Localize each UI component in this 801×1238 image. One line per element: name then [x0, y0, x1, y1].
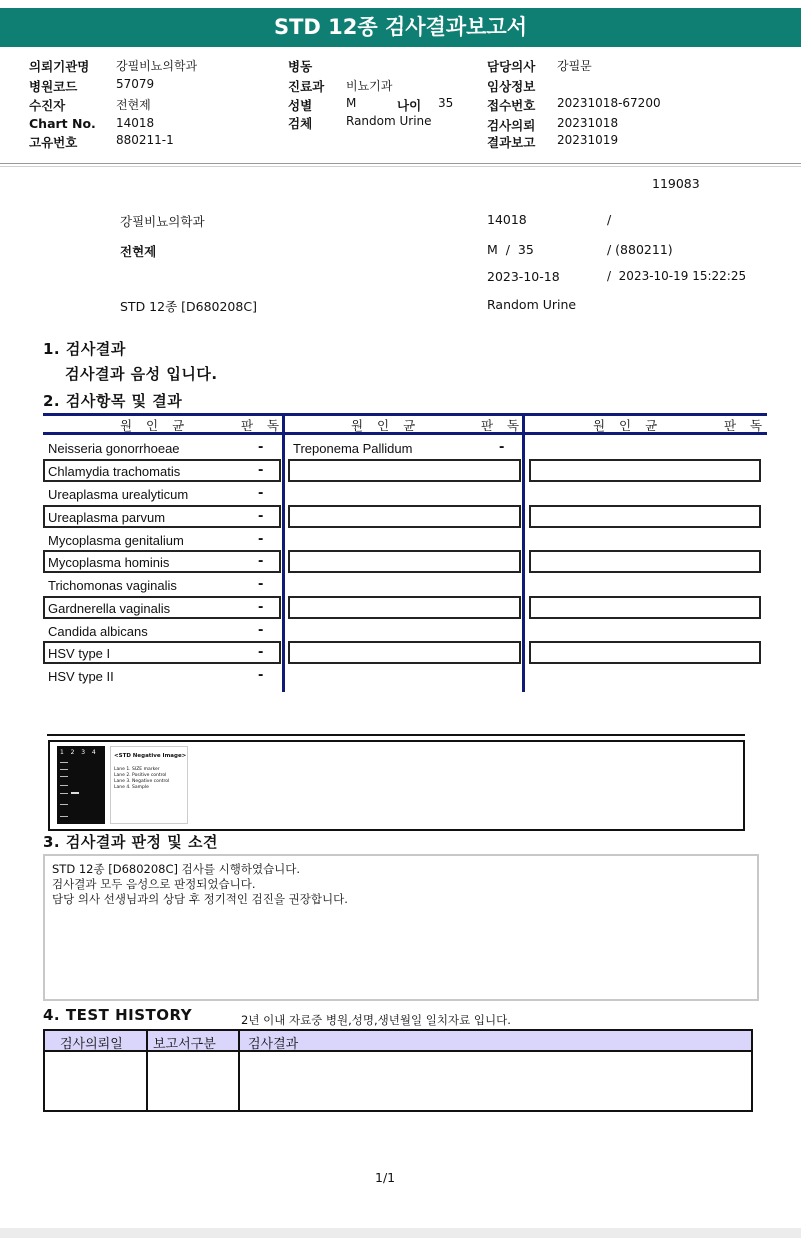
gel-band: [71, 792, 79, 794]
clinical-info-label: 임상정보: [487, 79, 536, 94]
gel-caption: [110, 746, 188, 824]
gel-band: [60, 762, 68, 763]
institution-value: 강필비뇨의학과: [116, 59, 198, 73]
pathogen-name: Neisseria gonorrhoeae: [48, 441, 180, 456]
col2-result-header: 판 독: [481, 418, 525, 433]
hospital-code-label: 병원코드: [29, 79, 78, 94]
specimen-value: Random Urine: [346, 114, 432, 128]
pathogen-name: HSV type II: [48, 669, 114, 684]
gel-caption-lane4: Lane 4. Sample: [114, 785, 149, 790]
pathogen-result: -: [258, 623, 264, 638]
chart-value: 14018: [116, 116, 155, 130]
pathogen-name: Ureaplasma parvum: [48, 510, 166, 525]
pathogen-result: -: [258, 532, 264, 547]
serial-number: 119083: [652, 176, 700, 191]
unique-id-label: 고유번호: [29, 135, 78, 150]
pathogen-name: Ureaplasma urealyticum: [48, 487, 189, 502]
patient-value: 전현제: [116, 98, 151, 112]
gel-caption-lane1: Lane 1. SIZE marker: [114, 767, 160, 772]
info-chart: 14018: [487, 212, 527, 227]
info-birth: / (880211): [607, 242, 673, 257]
result-report-value: 20231019: [557, 133, 619, 147]
table-col-divider-2: [522, 413, 525, 692]
pathogen-name: Mycoplasma genitalium: [48, 533, 184, 548]
chart-label: Chart No.: [29, 116, 96, 131]
gel-band: [60, 793, 68, 794]
col3-result-header: 판 독: [724, 418, 768, 433]
viewer-bottom-bar: [0, 1228, 801, 1238]
hospital-code-value: 57079: [116, 77, 155, 91]
empty-row-box: [288, 596, 521, 619]
info-slash: /: [607, 212, 612, 227]
table-col-divider-1: [282, 413, 285, 692]
history-col-divider: [238, 1029, 240, 1112]
comment-line: 검사결과 모두 음성으로 판정되었습니다.: [52, 877, 256, 891]
info-patient: 전현제: [120, 244, 157, 259]
pathogen-result: -: [258, 645, 264, 660]
pathogen-result: -: [258, 554, 264, 569]
empty-row-box: [529, 505, 761, 528]
receipt-value: 20231018-67200: [557, 96, 661, 110]
empty-row-box: [529, 641, 761, 664]
empty-row-box: [288, 641, 521, 664]
sex-label: 성별: [288, 98, 313, 113]
col2-pathogen-header: 원 인 균: [351, 418, 421, 433]
col3-pathogen-header: 원 인 균: [593, 418, 663, 433]
gel-band: [60, 785, 68, 786]
ward-label: 병동: [288, 59, 313, 74]
request-label: 검사의뢰: [487, 118, 536, 133]
empty-row-box: [529, 596, 761, 619]
section1-title: 1. 검사결과: [43, 340, 126, 358]
specimen-label: 검체: [288, 116, 313, 131]
result-report-label: 결과보고: [487, 135, 536, 150]
department-value: 비뇨기과: [346, 79, 393, 93]
header-divider: [0, 163, 801, 164]
section3-title: 3. 검사결과 판정 및 소견: [43, 833, 218, 851]
pathogen-name: Trichomonas vaginalis: [48, 578, 177, 593]
request-value: 20231018: [557, 116, 619, 130]
gel-band: [60, 776, 68, 777]
history-col-divider: [146, 1029, 148, 1112]
history-header-rule: [43, 1050, 753, 1052]
gel-band: [60, 804, 68, 805]
pathogen-result: -: [499, 440, 505, 455]
history-header-bg: [45, 1031, 751, 1051]
gel-lane-numbers: 1 2 3 4: [60, 749, 97, 756]
section4-title: 4. TEST HISTORY: [43, 1006, 193, 1024]
sex-value: M: [346, 96, 357, 110]
patient-label: 수진자: [29, 98, 66, 113]
report-title: STD 12종 검사결과보고서: [0, 8, 801, 47]
institution-label: 의뢰기관명: [29, 59, 90, 74]
comment-line: 담당 의사 선생님과의 상담 후 정기적인 검진을 권장합니다.: [52, 892, 348, 906]
gel-electrophoresis-image: [57, 746, 105, 824]
empty-row-box: [529, 550, 761, 573]
pathogen-result: -: [258, 577, 264, 592]
pathogen-result: -: [258, 509, 264, 524]
info-request-date: 2023-10-18: [487, 269, 560, 284]
doctor-value: 강필문: [557, 59, 592, 73]
gel-caption-title: <STD Negative Image>: [114, 753, 187, 759]
pathogen-result: -: [258, 486, 264, 501]
receipt-label: 접수번호: [487, 98, 536, 113]
age-value: 35: [438, 96, 454, 110]
history-col-result: 검사결과: [248, 1037, 299, 1052]
info-institution: 강필비뇨의학과: [120, 214, 205, 229]
pathogen-name: Mycoplasma hominis: [48, 555, 170, 570]
page-number: 1/1: [375, 1170, 396, 1185]
history-note: 2년 이내 자료중 병원,성명,생년월일 일치자료 입니다.: [241, 1013, 511, 1027]
pathogen-result: -: [258, 440, 264, 455]
pathogen-name: Gardnerella vaginalis: [48, 601, 171, 616]
gel-band: [60, 816, 68, 817]
history-col-report-type: 보고서구분: [153, 1037, 216, 1052]
col1-pathogen-header: 원 인 균: [120, 418, 190, 433]
section1-summary: 검사결과 음성 입니다.: [65, 365, 218, 383]
empty-row-box: [288, 459, 521, 482]
info-test-name: STD 12종 [D680208C]: [120, 299, 257, 314]
gel-caption-lane2: Lane 2. Positive control: [114, 773, 167, 778]
section2-title: 2. 검사항목 및 결과: [43, 392, 183, 410]
gel-caption-lane3: Lane 3. Negative control: [114, 779, 170, 784]
age-label: 나이: [397, 98, 422, 113]
col1-result-header: 판 독: [241, 418, 285, 433]
header-divider-shadow: [0, 166, 801, 167]
pathogen-result: -: [258, 463, 264, 478]
pathogen-name: Candida albicans: [48, 624, 148, 639]
unique-id-value: 880211-1: [116, 133, 174, 147]
history-col-request-date: 검사의뢰일: [60, 1037, 123, 1052]
info-sex-age: M / 35: [487, 242, 534, 257]
pathogen-name: Treponema Pallidum: [293, 441, 413, 456]
empty-row-box: [288, 505, 521, 528]
pathogen-name: Chlamydia trachomatis: [48, 464, 181, 479]
empty-row-box: [529, 459, 761, 482]
empty-row-box: [288, 550, 521, 573]
pathogen-result: -: [258, 668, 264, 683]
pathogen-result: -: [258, 600, 264, 615]
doctor-label: 담당의사: [487, 59, 536, 74]
comment-line: STD 12종 [D680208C] 검사를 시행하였습니다.: [52, 862, 301, 876]
pathogen-name: HSV type I: [48, 646, 111, 661]
department-label: 진료과: [288, 79, 325, 94]
gel-top-rule: [47, 734, 745, 736]
gel-band: [60, 769, 68, 770]
info-specimen: Random Urine: [487, 297, 577, 312]
info-report-datetime: / 2023-10-19 15:22:25: [607, 269, 747, 283]
